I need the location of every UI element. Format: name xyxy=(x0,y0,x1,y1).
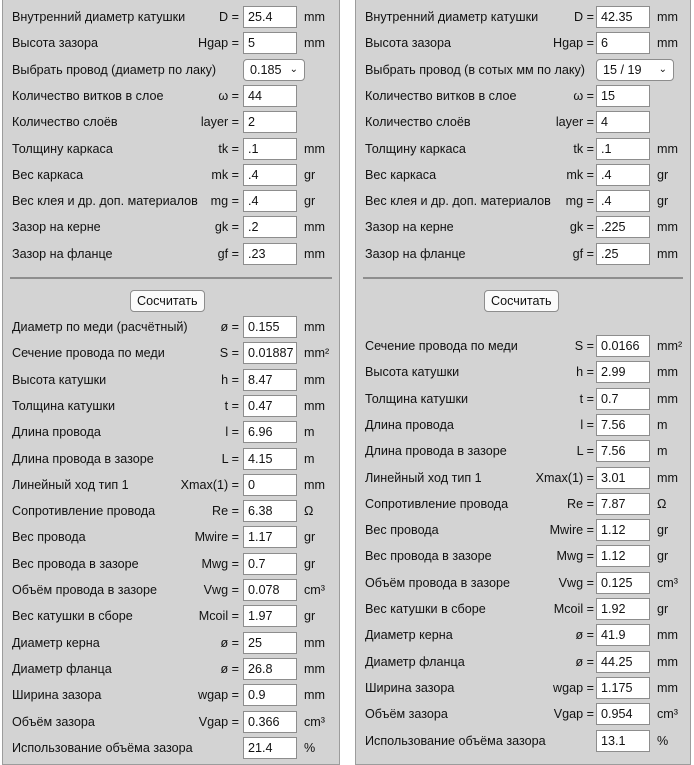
field-input[interactable] xyxy=(243,500,297,522)
field-input[interactable] xyxy=(596,138,650,160)
left-result-row xyxy=(3,498,339,524)
field-unit: % xyxy=(304,740,316,755)
field-unit: cm³ xyxy=(657,707,678,722)
left-result-row xyxy=(3,393,339,419)
wire-select[interactable] xyxy=(596,59,674,81)
left-result-row xyxy=(3,472,339,498)
field-label: Вес провода xyxy=(12,530,86,545)
right-result-row xyxy=(356,359,690,385)
right-result-row xyxy=(356,465,690,491)
right-input-row xyxy=(356,109,690,135)
field-unit: mm xyxy=(657,365,678,380)
left-input-row xyxy=(3,214,339,240)
field-symbol: mk = xyxy=(566,167,594,182)
field-input[interactable] xyxy=(596,32,650,54)
field-unit: Ω xyxy=(304,504,314,519)
left-result-row xyxy=(3,340,339,366)
left-input-row xyxy=(3,109,339,135)
field-label: Линейный ход тип 1 xyxy=(12,477,129,492)
right-result-row xyxy=(356,675,690,701)
field-symbol: ø = xyxy=(575,628,594,643)
right-result-row xyxy=(356,728,690,754)
field-input[interactable] xyxy=(243,32,297,54)
field-input[interactable] xyxy=(596,467,650,489)
field-label: Диаметр керна xyxy=(365,628,453,643)
field-unit: mm xyxy=(304,141,325,156)
left-result-row xyxy=(3,735,339,761)
field-input[interactable] xyxy=(243,632,297,654)
field-label: Диаметр керна xyxy=(12,635,100,650)
field-label: Сопротивление провода xyxy=(12,504,156,519)
field-input[interactable] xyxy=(596,85,650,107)
field-label: Внутренний диаметр катушки xyxy=(12,10,186,24)
field-unit: cm³ xyxy=(657,575,678,590)
field-label: Объём зазора xyxy=(12,714,95,729)
left-input-row xyxy=(3,136,339,162)
field-label: Диаметр фланца xyxy=(365,654,465,669)
field-input[interactable] xyxy=(243,138,297,160)
field-symbol: ø = xyxy=(220,320,239,334)
field-unit: gr xyxy=(304,556,316,571)
left-input-row xyxy=(3,4,339,30)
right-result-row xyxy=(356,333,690,359)
left-result-row xyxy=(3,630,339,656)
field-input[interactable] xyxy=(243,684,297,706)
field-label: Вес провода в зазоре xyxy=(12,556,139,571)
left-input-row xyxy=(3,83,339,109)
field-input[interactable] xyxy=(243,316,297,338)
left-input-row xyxy=(3,241,339,267)
field-input[interactable] xyxy=(243,421,297,443)
field-label: Вес клея и др. доп. материалов xyxy=(12,194,198,209)
field-unit: mm xyxy=(304,661,325,676)
field-unit: mm xyxy=(304,246,325,261)
field-symbol: ø = xyxy=(220,635,239,650)
field-symbol: Vwg = xyxy=(558,575,594,590)
left-input-row xyxy=(3,57,339,83)
field-label: Высота катушки xyxy=(365,365,460,380)
right-result-row xyxy=(356,491,690,517)
field-label: Толщина катушки xyxy=(12,398,116,413)
field-input[interactable] xyxy=(243,395,297,417)
field-label: Толщина катушки xyxy=(365,391,469,406)
field-label: Ширина зазора xyxy=(12,688,102,703)
field-unit: mm xyxy=(657,220,678,235)
field-input[interactable] xyxy=(243,579,297,601)
field-label: Сечение провода по меди xyxy=(12,346,165,361)
field-label: Зазор на керне xyxy=(365,220,454,235)
field-input[interactable] xyxy=(243,448,297,470)
right-section-divider xyxy=(363,277,683,279)
left-result-row xyxy=(3,709,339,735)
left-input-row xyxy=(3,188,339,214)
field-symbol: gf = xyxy=(217,246,239,261)
field-unit: gr xyxy=(304,609,316,624)
left-calculator-panel xyxy=(2,0,340,765)
field-unit: mm xyxy=(657,470,678,485)
right-input-row xyxy=(356,214,690,240)
field-input[interactable] xyxy=(596,164,650,186)
field-symbol: Mcoil = xyxy=(553,602,594,616)
field-label: Толщину каркаса xyxy=(12,141,113,156)
left-result-row xyxy=(3,446,339,472)
field-input[interactable] xyxy=(243,737,297,759)
field-unit: mm xyxy=(657,680,678,695)
field-unit: cm³ xyxy=(304,583,325,597)
wire-select-value: 15 / 19 xyxy=(603,62,642,77)
field-label: Выбрать провод (в сотых мм по лаку) xyxy=(365,62,585,77)
field-unit: gr xyxy=(304,194,316,209)
field-input[interactable] xyxy=(596,6,650,28)
field-label: Объём провода в зазоре xyxy=(365,575,511,590)
right-input-row xyxy=(356,57,690,83)
field-unit: m xyxy=(304,425,315,440)
field-label: Количество слоёв xyxy=(12,115,118,130)
field-symbol: Xmax(1) = xyxy=(180,477,239,492)
left-result-row xyxy=(3,367,339,393)
field-label: Высота зазора xyxy=(365,36,452,51)
field-label: Количество слоёв xyxy=(365,115,471,130)
field-symbol: Vgap = xyxy=(198,714,239,729)
field-symbol: mg = xyxy=(210,194,239,209)
field-symbol: D = xyxy=(219,10,239,24)
field-unit: mm xyxy=(657,36,678,51)
field-unit: m xyxy=(304,451,315,466)
field-input[interactable] xyxy=(596,703,650,725)
chevron-down-icon: ⌄ xyxy=(289,63,298,75)
field-label: Объём зазора xyxy=(365,707,448,722)
field-label: Линейный ход тип 1 xyxy=(365,470,482,485)
field-label: Использование объёма зазора xyxy=(12,740,193,755)
field-unit: mm xyxy=(304,10,325,24)
right-input-row xyxy=(356,30,690,56)
field-unit: cm³ xyxy=(304,714,325,729)
field-symbol: l = xyxy=(225,425,239,440)
right-result-row xyxy=(356,649,690,675)
right-result-row xyxy=(356,386,690,412)
field-input[interactable] xyxy=(596,545,650,567)
field-symbol: ø = xyxy=(575,654,594,669)
field-unit: mm xyxy=(304,372,325,387)
left-input-row xyxy=(3,30,339,56)
field-symbol: mg = xyxy=(565,194,594,209)
field-unit: mm xyxy=(657,141,678,156)
right-result-row xyxy=(356,622,690,648)
left-input-row xyxy=(3,162,339,188)
right-calculator-panel xyxy=(355,0,691,765)
field-symbol: Mwire = xyxy=(549,523,594,538)
left-result-row xyxy=(3,524,339,550)
field-input[interactable] xyxy=(243,164,297,186)
field-input[interactable] xyxy=(596,335,650,357)
field-symbol: Mcoil = xyxy=(198,609,239,624)
left-result-row xyxy=(3,314,339,340)
field-symbol: tk = xyxy=(218,141,239,156)
wire-select[interactable] xyxy=(243,59,305,81)
field-input[interactable] xyxy=(243,474,297,496)
left-section-divider xyxy=(10,277,332,279)
field-input[interactable] xyxy=(596,572,650,594)
left-panel-body xyxy=(3,0,339,764)
field-unit: gr xyxy=(657,167,669,182)
field-input[interactable] xyxy=(243,711,297,733)
field-label: Диаметр по меди (расчётный) xyxy=(12,320,188,334)
field-unit: mm xyxy=(304,220,325,235)
field-unit: mm xyxy=(304,320,325,334)
field-symbol: h = xyxy=(576,365,594,380)
field-label: Зазор на фланце xyxy=(12,246,113,261)
field-label: Толщину каркаса xyxy=(365,141,466,156)
right-result-row xyxy=(356,543,690,569)
field-unit: mm xyxy=(304,398,325,413)
field-input[interactable] xyxy=(243,243,297,265)
field-symbol: Vgap = xyxy=(553,707,594,722)
right-result-row xyxy=(356,701,690,727)
field-label: Вес провода в зазоре xyxy=(365,549,492,564)
field-unit: mm² xyxy=(657,339,683,353)
field-label: Сечение провода по меди xyxy=(365,339,518,353)
field-label: Зазор на фланце xyxy=(365,246,466,261)
field-label: Высота катушки xyxy=(12,372,107,387)
field-label: Длина провода xyxy=(12,425,101,440)
field-label: Вес каркаса xyxy=(12,167,84,182)
field-symbol: Mwg = xyxy=(556,549,594,564)
field-unit: m xyxy=(657,444,668,459)
right-result-row xyxy=(356,412,690,438)
field-symbol: wgap = xyxy=(553,680,594,695)
field-symbol: L = xyxy=(576,444,594,459)
field-symbol: layer = xyxy=(555,115,594,130)
field-symbol: Hgap = xyxy=(553,36,594,51)
right-input-row xyxy=(356,4,690,30)
field-symbol: Xmax(1) = xyxy=(535,470,594,485)
field-input[interactable] xyxy=(243,658,297,680)
left-result-row xyxy=(3,551,339,577)
field-symbol: ø = xyxy=(220,661,239,676)
field-input[interactable] xyxy=(596,519,650,541)
field-unit: mm xyxy=(304,36,325,51)
field-unit: gr xyxy=(657,549,669,564)
field-input[interactable] xyxy=(596,216,650,238)
field-symbol: t = xyxy=(224,398,239,413)
field-input[interactable] xyxy=(243,342,297,364)
field-unit: gr xyxy=(304,530,316,545)
right-result-row xyxy=(356,570,690,596)
field-input[interactable] xyxy=(596,190,650,212)
field-label: Использование объёма зазора xyxy=(365,733,546,748)
field-label: Внутренний диаметр катушки xyxy=(365,10,539,24)
field-label: Количество витков в слое xyxy=(365,88,517,103)
field-symbol: tk = xyxy=(573,141,594,156)
field-input[interactable] xyxy=(596,414,650,436)
field-input[interactable] xyxy=(596,440,650,462)
field-unit: mm xyxy=(657,246,678,261)
field-label: Вес каркаса xyxy=(365,167,437,182)
field-label: Вес клея и др. доп. материалов xyxy=(365,194,551,209)
field-unit: gr xyxy=(657,194,669,209)
right-result-row xyxy=(356,517,690,543)
field-symbol: h = xyxy=(221,372,239,387)
right-input-row xyxy=(356,241,690,267)
field-input[interactable] xyxy=(243,216,297,238)
calculate-button[interactable]: Сосчитать xyxy=(484,290,559,312)
field-unit: gr xyxy=(657,602,669,616)
field-symbol: Mwg = xyxy=(201,556,239,571)
field-symbol: mk = xyxy=(211,167,239,182)
field-unit: gr xyxy=(657,523,669,538)
right-panel-body xyxy=(356,0,690,764)
left-result-row xyxy=(3,603,339,629)
field-unit: mm xyxy=(304,688,325,703)
left-result-row xyxy=(3,682,339,708)
field-label: Вес катушки в сборе xyxy=(365,602,486,616)
field-symbol: Re = xyxy=(567,496,594,511)
right-input-row xyxy=(356,162,690,188)
field-symbol: L = xyxy=(221,451,239,466)
field-label: Высота зазора xyxy=(12,36,99,51)
field-input[interactable] xyxy=(596,493,650,515)
field-symbol: Re = xyxy=(212,504,239,519)
field-unit: mm xyxy=(657,10,678,24)
field-symbol: gf = xyxy=(572,246,594,261)
field-unit: Ω xyxy=(657,496,667,511)
field-input[interactable] xyxy=(596,598,650,620)
left-result-row xyxy=(3,577,339,603)
field-label: Количество витков в слое xyxy=(12,88,164,103)
field-label: Длина провода в зазоре xyxy=(365,444,507,459)
field-input[interactable] xyxy=(596,624,650,646)
field-input[interactable] xyxy=(596,111,650,133)
field-symbol: S = xyxy=(219,346,239,361)
field-symbol: Mwire = xyxy=(194,530,239,545)
right-input-row xyxy=(356,188,690,214)
field-label: Ширина зазора xyxy=(365,680,455,695)
field-label: Вес катушки в сборе xyxy=(12,609,133,624)
field-input[interactable] xyxy=(596,243,650,265)
field-label: Длина провода в зазоре xyxy=(12,451,154,466)
field-input[interactable] xyxy=(596,677,650,699)
right-result-row xyxy=(356,596,690,622)
field-input[interactable] xyxy=(596,388,650,410)
field-symbol: gk = xyxy=(569,220,594,235)
field-label: Диаметр фланца xyxy=(12,661,112,676)
field-symbol: ω = xyxy=(218,88,239,103)
field-input[interactable] xyxy=(243,190,297,212)
field-symbol: wgap = xyxy=(198,688,239,703)
field-input[interactable] xyxy=(243,85,297,107)
chevron-down-icon: ⌄ xyxy=(658,63,667,75)
field-unit: mm xyxy=(657,391,678,406)
field-symbol: t = xyxy=(579,391,594,406)
field-unit: mm xyxy=(304,477,325,492)
field-input[interactable] xyxy=(243,369,297,391)
field-label: Сопротивление провода xyxy=(365,496,509,511)
field-label: Выбрать провод (диаметр по лаку) xyxy=(12,62,217,77)
field-symbol: layer = xyxy=(200,115,239,130)
field-input[interactable] xyxy=(243,111,297,133)
field-symbol: Hgap = xyxy=(198,36,239,51)
field-symbol: Vwg = xyxy=(203,583,239,597)
left-result-row xyxy=(3,419,339,445)
field-label: Длина провода xyxy=(365,417,454,432)
field-input[interactable] xyxy=(596,730,650,752)
field-label: Зазор на керне xyxy=(12,220,101,235)
field-symbol: D = xyxy=(574,10,594,24)
right-input-row xyxy=(356,136,690,162)
field-symbol: ω = xyxy=(573,88,594,103)
field-symbol: l = xyxy=(580,417,594,432)
field-unit: mm xyxy=(657,654,678,669)
field-input[interactable] xyxy=(596,361,650,383)
field-input[interactable] xyxy=(243,526,297,548)
right-result-row xyxy=(356,438,690,464)
field-symbol: S = xyxy=(574,339,594,353)
field-unit: mm xyxy=(657,628,678,643)
field-unit: m xyxy=(657,417,668,432)
field-unit: mm² xyxy=(304,346,330,361)
field-input[interactable] xyxy=(596,651,650,673)
field-label: Вес провода xyxy=(365,523,439,538)
field-unit: gr xyxy=(304,167,316,182)
field-symbol: gk = xyxy=(214,220,239,235)
calculate-button[interactable]: Сосчитать xyxy=(130,290,205,312)
left-result-row xyxy=(3,656,339,682)
field-unit: % xyxy=(657,733,669,748)
right-input-row xyxy=(356,83,690,109)
field-label: Объём провода в зазоре xyxy=(12,583,158,597)
field-input[interactable] xyxy=(243,6,297,28)
field-input[interactable] xyxy=(243,605,297,627)
field-input[interactable] xyxy=(243,553,297,575)
field-unit: mm xyxy=(304,635,325,650)
wire-select-value: 0.185 xyxy=(250,62,282,77)
